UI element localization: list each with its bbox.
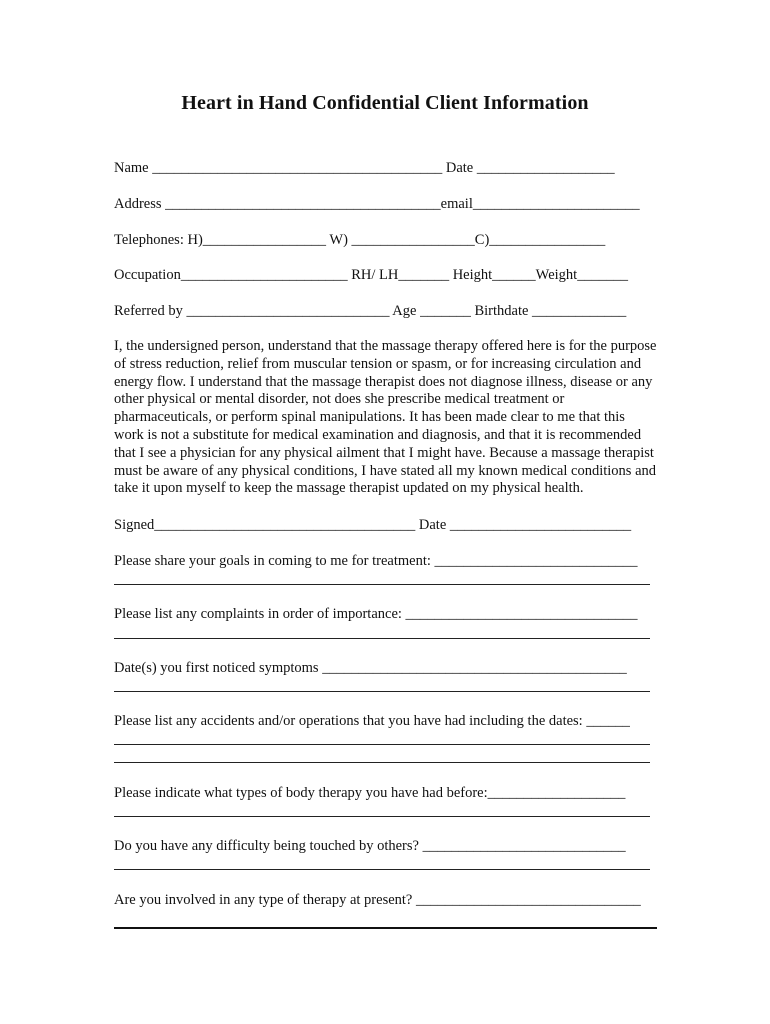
complaints-answer-line[interactable] [114, 638, 650, 639]
symptoms-answer-line[interactable] [114, 691, 650, 692]
accidents-answer-line-1[interactable] [114, 744, 650, 745]
goals-question[interactable]: Please share your goals in coming to me for treatment: ____________________________ [114, 553, 638, 569]
name-date-field-row[interactable]: Name ________________________________________ Date ___________________ [114, 160, 615, 176]
page-bottom-rule [114, 927, 657, 929]
accidents-answer-line-2[interactable] [114, 762, 650, 763]
referred-age-birthdate-field-row[interactable]: Referred by ____________________________ Age _______ Birthdate _____________ [114, 303, 627, 319]
therapy-present-question[interactable]: Are you involved in any type of therapy at present? _______________________________ [114, 892, 641, 908]
address-email-field-row[interactable]: Address ______________________________________email_______________________ [114, 196, 640, 212]
body-therapy-answer-line[interactable] [114, 816, 650, 817]
symptoms-question[interactable]: Date(s) you first noticed symptoms __________________________________________ [114, 660, 627, 676]
touch-difficulty-answer-line[interactable] [114, 869, 650, 870]
accidents-question[interactable]: Please list any accidents and/or operations that you have had including the dates: ______ [114, 713, 630, 729]
consent-paragraph: I, the undersigned person, understand that the massage therapy offered here is for the purpose of stress reduction, relief from muscular tension or spasm, or for increasing circulation and energy flow. I understand that the massage therapist does not diagnose illness, disease or any other physical or mental disorder, not does she prescribe medical treatment or pharmaceuticals, or perform spinal manipulations. It has been made clear to me that this work is not a substitute for medical examination and diagnosis, and that it is recommended that I see a physician for any physical ailment that I might have. Because a massage therapist must be aware of any physical conditions, I have stated all my known medical conditions and take it upon myself to keep the massage therapist updated on my physical health. [114, 338, 657, 497]
occupation-field-row[interactable]: Occupation_______________________ RH/ LH_______ Height______Weight_______ [114, 267, 628, 283]
goals-answer-line[interactable] [114, 584, 650, 585]
body-therapy-question[interactable]: Please indicate what types of body therapy you have had before:___________________ [114, 785, 626, 801]
signed-date-field-row[interactable]: Signed____________________________________ Date _________________________ [114, 517, 632, 533]
complaints-question[interactable]: Please list any complaints in order of importance: ________________________________ [114, 606, 638, 622]
touch-difficulty-question[interactable]: Do you have any difficulty being touched by others? ____________________________ [114, 838, 626, 854]
form-title: Heart in Hand Confidential Client Information [181, 92, 589, 114]
telephones-field-row[interactable]: Telephones: H)_________________ W) _________________C)________________ [114, 232, 606, 248]
